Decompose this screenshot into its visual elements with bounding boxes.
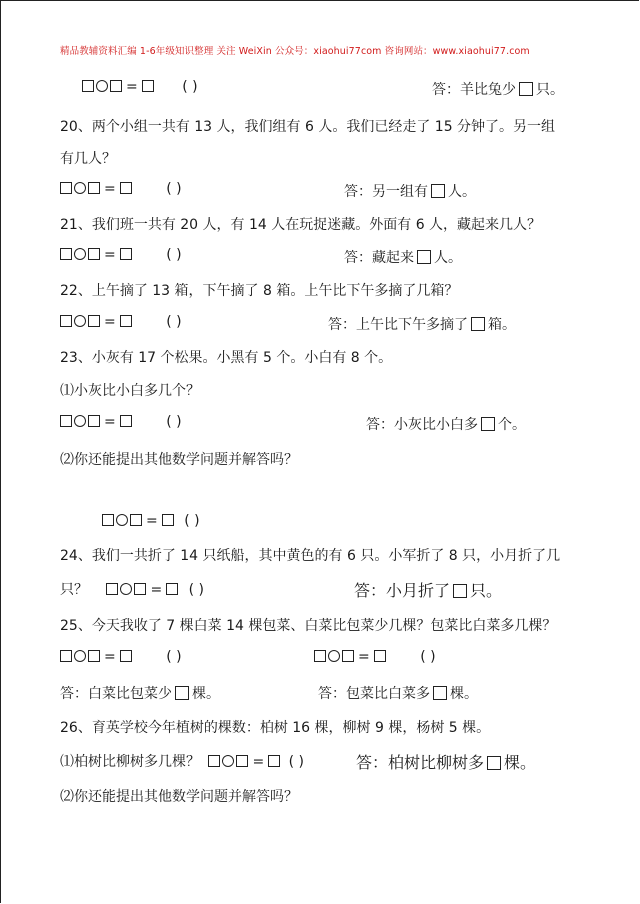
answer-box[interactable] xyxy=(120,182,132,194)
answer-box[interactable] xyxy=(314,650,326,662)
q25-answer2: 答：包菜比白菜多 棵。 xyxy=(318,686,478,702)
q22-answer: 答：上午比下午多摘了 箱。 xyxy=(328,317,516,333)
answer-box[interactable] xyxy=(82,80,94,92)
answer-box[interactable] xyxy=(236,755,248,767)
unit-paren[interactable]: ( ) xyxy=(166,247,182,263)
q20-equation: = ( ) xyxy=(60,181,182,197)
q19-answer: 答：羊比兔少 只。 xyxy=(432,82,564,98)
q20-answer: 答：另一组有 人。 xyxy=(344,184,476,200)
unit-paren[interactable]: ( ) xyxy=(166,314,182,330)
answer-box[interactable] xyxy=(120,415,132,427)
answer-box[interactable] xyxy=(60,415,72,427)
unit-paren[interactable]: ( ) xyxy=(166,649,182,665)
unit-paren[interactable]: ( ) xyxy=(182,79,198,95)
q24-answer: 答：小月折了 只。 xyxy=(354,581,503,600)
answer-box[interactable] xyxy=(110,80,122,92)
answer-box[interactable] xyxy=(374,650,386,662)
answer-blank[interactable] xyxy=(487,756,501,770)
answer-box[interactable] xyxy=(120,650,132,662)
operator-circle[interactable] xyxy=(222,755,234,767)
q23-sub2-equation: = ( ) xyxy=(102,513,200,529)
operator-circle[interactable] xyxy=(74,182,86,194)
q26-sub2: ⑵你还能提出其他数学问题并解答吗？ xyxy=(60,789,298,805)
operator-circle[interactable] xyxy=(74,248,86,260)
answer-blank[interactable] xyxy=(471,317,485,331)
q19-equation: = ( ) xyxy=(82,79,198,95)
answer-box[interactable] xyxy=(130,514,142,526)
unit-paren[interactable]: ( ) xyxy=(166,181,182,197)
answer-box[interactable] xyxy=(342,650,354,662)
q24-text: 24、我们一共折了 14 只纸船，其中黄色的有 6 只。小军折了 8 只，小月折了几 xyxy=(60,548,561,564)
answer-box[interactable] xyxy=(88,248,100,260)
answer-box[interactable] xyxy=(88,182,100,194)
q26-sub1-line: ⑴柏树比柳树多几棵？ = ( ) xyxy=(60,754,305,770)
answer-box[interactable] xyxy=(102,514,114,526)
q23-answer: 答：小灰比小白多 个。 xyxy=(366,417,526,433)
q23-equation: = ( ) xyxy=(60,414,182,430)
answer-box[interactable] xyxy=(88,315,100,327)
q21-text: 21、我们班一共有 20 人，有 14 人在玩捉迷藏。外面有 6 人，藏起来几人？ xyxy=(60,217,542,233)
operator-circle[interactable] xyxy=(74,650,86,662)
answer-box[interactable] xyxy=(60,248,72,260)
answer-box[interactable] xyxy=(166,583,178,595)
q23-sub1: ⑴小灰比小白多几个？ xyxy=(60,383,200,399)
operator-circle[interactable] xyxy=(74,415,86,427)
q21-equation: = ( ) xyxy=(60,247,182,263)
answer-box[interactable] xyxy=(60,315,72,327)
answer-box[interactable] xyxy=(134,583,146,595)
answer-box[interactable] xyxy=(268,755,280,767)
unit-paren[interactable]: ( ) xyxy=(288,754,305,770)
q21-answer: 答：藏起来 人。 xyxy=(344,250,462,266)
answer-blank[interactable] xyxy=(519,82,533,96)
q25-text: 25、今天我收了 7 棵白菜 14 棵包菜、白菜比包菜少几棵？包菜比白菜多几棵？ xyxy=(60,618,557,634)
q22-text: 22、上午摘了 13 箱，下午摘了 8 箱。上午比下午多摘了几箱？ xyxy=(60,283,459,299)
answer-box[interactable] xyxy=(142,80,154,92)
q22-equation: = ( ) xyxy=(60,314,182,330)
q23-text: 23、小灰有 17 个松果。小黑有 5 个。小白有 8 个。 xyxy=(60,350,393,366)
answer-blank[interactable] xyxy=(431,184,445,198)
answer-box[interactable] xyxy=(88,650,100,662)
q26-answer: 答：柏树比柳树多 棵。 xyxy=(356,753,537,772)
q25-answer1: 答：白菜比包菜少 棵。 xyxy=(60,686,220,702)
operator-circle[interactable] xyxy=(328,650,340,662)
answer-box[interactable] xyxy=(60,650,72,662)
q20-text: 20、两个小组一共有 13 人，我们组有 6 人。我们已经走了 15 分钟了。另一组 xyxy=(60,119,556,135)
unit-paren[interactable]: ( ) xyxy=(184,513,200,529)
operator-circle[interactable] xyxy=(96,80,108,92)
answer-blank[interactable] xyxy=(433,686,447,700)
answer-box[interactable] xyxy=(106,583,118,595)
answer-box[interactable] xyxy=(120,315,132,327)
q24-line2: 只？ = ( ) xyxy=(60,582,205,598)
answer-box[interactable] xyxy=(88,415,100,427)
operator-circle[interactable] xyxy=(74,315,86,327)
q25-equation2: = ( ) xyxy=(314,649,436,665)
unit-paren[interactable]: ( ) xyxy=(166,414,182,430)
answer-blank[interactable] xyxy=(481,417,495,431)
unit-paren[interactable]: ( ) xyxy=(188,582,205,598)
unit-paren[interactable]: ( ) xyxy=(420,649,436,665)
operator-circle[interactable] xyxy=(116,514,128,526)
answer-box[interactable] xyxy=(120,248,132,260)
operator-circle[interactable] xyxy=(120,583,132,595)
header-banner: 精品教辅资料汇编 1-6年级知识整理 关注 WeiXin 公众号：xiaohui77com 咨询网站：www.xiaohui77.com xyxy=(60,46,530,57)
answer-blank[interactable] xyxy=(453,584,467,598)
q20-text-cont: 有几人？ xyxy=(60,151,116,167)
q26-text: 26、育英学校今年植树的棵数：柏树 16 棵，柳树 9 棵，杨树 5 棵。 xyxy=(60,720,491,736)
q23-sub2: ⑵你还能提出其他数学问题并解答吗？ xyxy=(60,452,298,468)
answer-blank[interactable] xyxy=(417,250,431,264)
q25-equation1: = ( ) xyxy=(60,649,182,665)
answer-box[interactable] xyxy=(162,514,174,526)
answer-box[interactable] xyxy=(208,755,220,767)
answer-blank[interactable] xyxy=(175,686,189,700)
answer-box[interactable] xyxy=(60,182,72,194)
